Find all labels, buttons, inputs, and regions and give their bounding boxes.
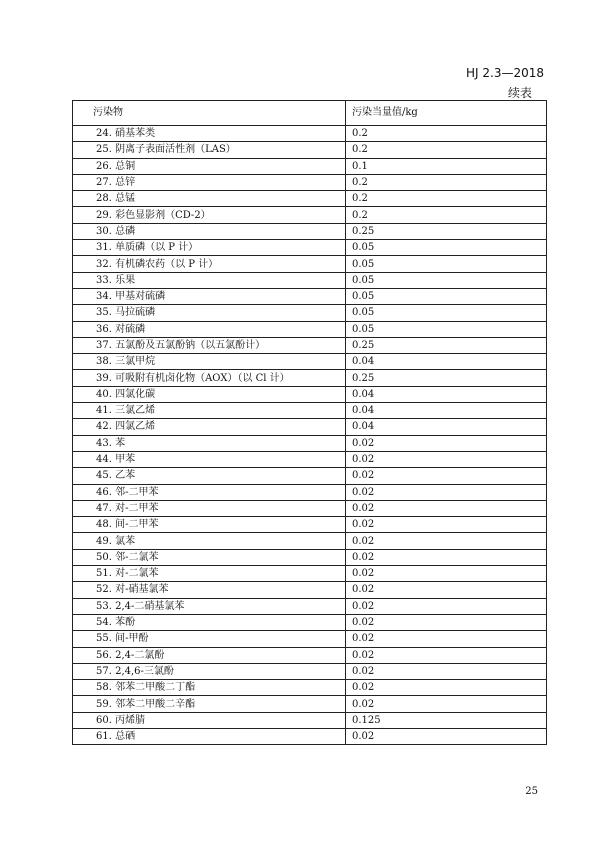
table-row — [73, 517, 547, 533]
pollutant-cell: 54. 苯酚 — [73, 614, 346, 630]
equivalent-value-cell: 0.02 — [346, 696, 547, 712]
table-row — [73, 566, 547, 582]
table-row — [73, 354, 547, 370]
equivalent-value-cell: 0.02 — [346, 484, 547, 500]
pollutant-cell: 43. 苯 — [73, 435, 346, 451]
pollutant-cell: 52. 对-硝基氯苯 — [73, 582, 346, 598]
pollutant-cell: 45. 乙苯 — [73, 468, 346, 484]
pollutant-cell: 51. 对-二氯苯 — [73, 566, 346, 582]
table-row — [73, 696, 547, 712]
pollutant-cell: 46. 邻-二甲苯 — [73, 484, 346, 500]
table-row — [73, 468, 547, 484]
pollutant-cell: 31. 单质磷（以 P 计） — [73, 240, 346, 256]
pollutant-cell: 32. 有机磷农药（以 P 计） — [73, 256, 346, 272]
equivalent-value-cell: 0.04 — [346, 386, 547, 402]
pollutant-cell: 40. 四氯化碳 — [73, 386, 346, 402]
pollutant-equivalent-table — [72, 100, 547, 745]
equivalent-value-cell: 0.05 — [346, 272, 547, 288]
equivalent-value-cell: 0.02 — [346, 728, 547, 744]
equivalent-value-cell: 0.04 — [346, 419, 547, 435]
equivalent-value-cell: 0.05 — [346, 288, 547, 304]
table-row — [73, 207, 547, 223]
table-row — [73, 256, 547, 272]
pollutant-cell: 25. 阴离子表面活性剂（LAS） — [73, 142, 346, 158]
table-row — [73, 680, 547, 696]
standard-code: HJ 2.3—2018 — [466, 66, 544, 80]
pollutant-cell: 57. 2,4,6-三氯酚 — [73, 663, 346, 679]
equivalent-value-cell: 0.2 — [346, 142, 547, 158]
table-row — [73, 288, 547, 304]
pollutant-cell: 24. 硝基苯类 — [73, 126, 346, 142]
pollutant-cell: 60. 丙烯腈 — [73, 712, 346, 728]
pollutant-cell: 26. 总铜 — [73, 158, 346, 174]
pollutant-cell: 29. 彩色显影剂（CD-2） — [73, 207, 346, 223]
table-row — [73, 419, 547, 435]
table-row — [73, 549, 547, 565]
column-header-equivalent-value: 污染当量值/kg — [346, 101, 547, 126]
pollutant-cell: 34. 甲基对硫磷 — [73, 288, 346, 304]
table-row — [73, 614, 547, 630]
table-row — [73, 386, 547, 402]
pollutant-cell: 47. 对-二甲苯 — [73, 500, 346, 516]
pollutant-cell: 30. 总磷 — [73, 223, 346, 239]
equivalent-value-cell: 0.02 — [346, 451, 547, 467]
pollutant-cell: 38. 三氯甲烷 — [73, 354, 346, 370]
pollutant-cell: 39. 可吸附有机卤化物（AOX）（以 Cl 计） — [73, 370, 346, 386]
equivalent-value-cell: 0.1 — [346, 158, 547, 174]
table-row — [73, 142, 547, 158]
table-row — [73, 370, 547, 386]
equivalent-value-cell: 0.05 — [346, 321, 547, 337]
table-row — [73, 647, 547, 663]
table-row — [73, 435, 547, 451]
table-row — [73, 712, 547, 728]
equivalent-value-cell: 0.25 — [346, 337, 547, 353]
table-row — [73, 484, 547, 500]
equivalent-value-cell: 0.02 — [346, 549, 547, 565]
pollutant-cell: 49. 氯苯 — [73, 533, 346, 549]
equivalent-value-cell: 0.02 — [346, 647, 547, 663]
pollutant-cell: 33. 乐果 — [73, 272, 346, 288]
equivalent-value-cell: 0.04 — [346, 403, 547, 419]
pollutant-cell: 27. 总锌 — [73, 174, 346, 190]
table-row — [73, 158, 547, 174]
pollutant-cell: 41. 三氯乙烯 — [73, 403, 346, 419]
table-row — [73, 272, 547, 288]
pollutant-cell: 48. 间-二甲苯 — [73, 517, 346, 533]
page-number: 25 — [525, 786, 538, 797]
table-header-row — [73, 101, 547, 126]
table-row — [73, 321, 547, 337]
table-row — [73, 500, 547, 516]
pollutant-cell: 56. 2,4-二氯酚 — [73, 647, 346, 663]
table-body — [73, 126, 547, 745]
pollutant-cell: 53. 2,4-二硝基氯苯 — [73, 598, 346, 614]
pollutant-cell: 37. 五氯酚及五氯酚钠（以五氯酚计） — [73, 337, 346, 353]
pollutant-cell: 35. 马拉硫磷 — [73, 305, 346, 321]
table-row — [73, 451, 547, 467]
table-row — [73, 305, 547, 321]
table-row — [73, 533, 547, 549]
equivalent-value-cell: 0.05 — [346, 305, 547, 321]
equivalent-value-cell: 0.25 — [346, 370, 547, 386]
table-row — [73, 598, 547, 614]
continued-table-label: 续表 — [507, 86, 532, 100]
equivalent-value-cell: 0.2 — [346, 207, 547, 223]
equivalent-value-cell: 0.2 — [346, 126, 547, 142]
table-row — [73, 337, 547, 353]
pollutant-cell: 58. 邻苯二甲酸二丁酯 — [73, 680, 346, 696]
pollutant-cell: 44. 甲苯 — [73, 451, 346, 467]
equivalent-value-cell: 0.04 — [346, 354, 547, 370]
equivalent-value-cell: 0.02 — [346, 598, 547, 614]
equivalent-value-cell: 0.02 — [346, 468, 547, 484]
column-header-pollutant: 污染物 — [73, 101, 346, 126]
pollutant-cell: 61. 总硒 — [73, 728, 346, 744]
equivalent-value-cell: 0.02 — [346, 614, 547, 630]
table-row — [73, 174, 547, 190]
table-row — [73, 240, 547, 256]
table-row — [73, 126, 547, 142]
pollutant-cell: 42. 四氯乙烯 — [73, 419, 346, 435]
equivalent-value-cell: 0.05 — [346, 256, 547, 272]
equivalent-value-cell: 0.2 — [346, 191, 547, 207]
equivalent-value-cell: 0.02 — [346, 533, 547, 549]
table-row — [73, 582, 547, 598]
equivalent-value-cell: 0.05 — [346, 240, 547, 256]
table-row — [73, 728, 547, 744]
table-row — [73, 403, 547, 419]
equivalent-value-cell: 0.02 — [346, 517, 547, 533]
pollutant-cell: 28. 总锰 — [73, 191, 346, 207]
pollutant-cell: 55. 间-甲酚 — [73, 631, 346, 647]
table-row — [73, 631, 547, 647]
equivalent-value-cell: 0.125 — [346, 712, 547, 728]
equivalent-value-cell: 0.02 — [346, 680, 547, 696]
table-row — [73, 223, 547, 239]
pollutant-cell: 36. 对硫磷 — [73, 321, 346, 337]
equivalent-value-cell: 0.02 — [346, 566, 547, 582]
table-row — [73, 191, 547, 207]
equivalent-value-cell: 0.25 — [346, 223, 547, 239]
equivalent-value-cell: 0.2 — [346, 174, 547, 190]
equivalent-value-cell: 0.02 — [346, 582, 547, 598]
equivalent-value-cell: 0.02 — [346, 631, 547, 647]
equivalent-value-cell: 0.02 — [346, 500, 547, 516]
table-row — [73, 663, 547, 679]
equivalent-value-cell: 0.02 — [346, 435, 547, 451]
pollutant-cell: 59. 邻苯二甲酸二辛酯 — [73, 696, 346, 712]
pollutant-cell: 50. 邻-二氯苯 — [73, 549, 346, 565]
equivalent-value-cell: 0.02 — [346, 663, 547, 679]
